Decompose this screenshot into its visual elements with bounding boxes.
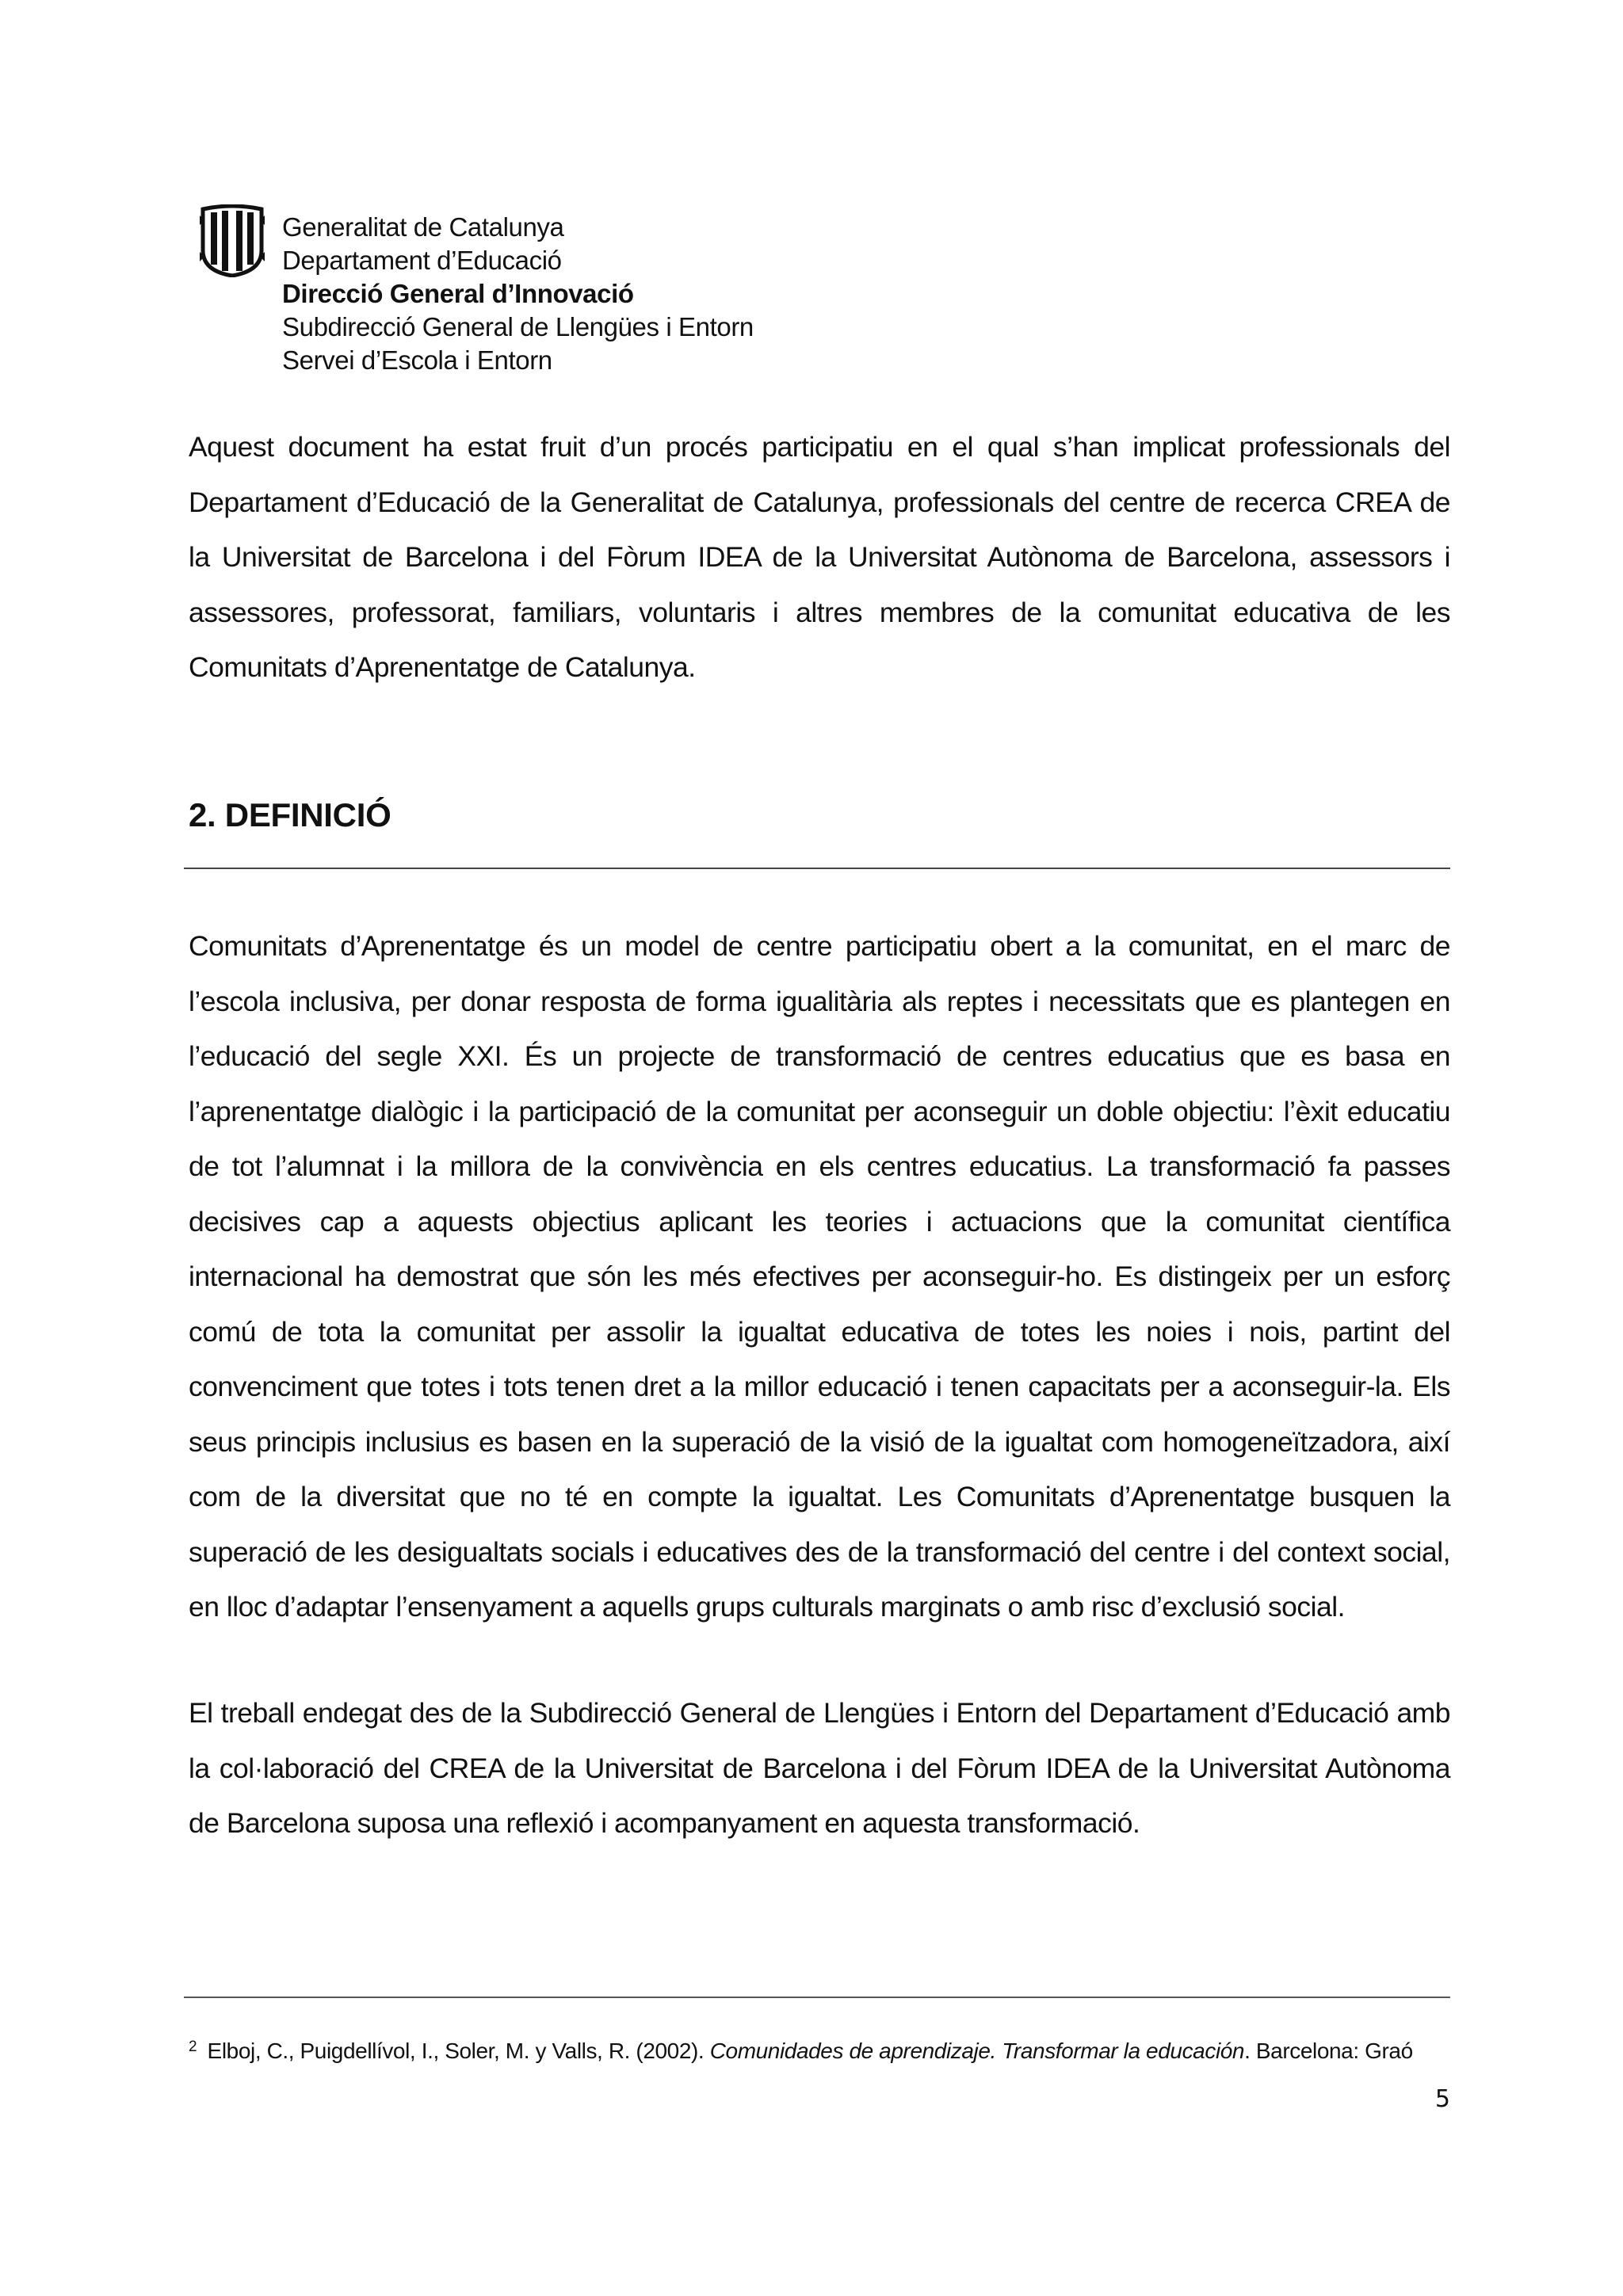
footnote bbox=[189, 2033, 1457, 2065]
work-paragraph: El treball endegat des de la Subdirecció General de Llengües i Entorn del Departament d’Educació amb la col·laboració del CREA de la Universitat de Barcelona i del Fòrum IDEA de la Universitat Autònoma de Barcelona suposa una reflexió i acompanyament en aquesta transformació. bbox=[189, 1697, 1450, 1839]
footnote-publisher: . Barcelona: Graó bbox=[1244, 2039, 1413, 2063]
org-service: Servei d’Escola i Entorn bbox=[282, 345, 552, 375]
page-number: 5 bbox=[1434, 2085, 1450, 2113]
definition-paragraph: Comunitats d’Aprenentatge és un model de centre participatiu obert a la comunitat, en el marc de l’escola inclusiva, per donar resposta de forma igualitària als reptes i necessitats que es plantegen en l’educació del segle XXI. És un projecte de transformació de centres educatius que es basa en l’aprenentatge dialògic i la participació de la comunitat per aconseguir un doble objectiu: l’èxit educatiu de tot l’alumnat i la millora de la convivència en els centres educatius. La transformació fa passes decisives cap a aquests objectius aplicant les teories i actuacions que la comunitat científica internacional ha demostrat que són les més efectives per aconseguir-ho. Es distingeix per un esforç comú de tota la comunitat per assolir la igualtat educativa de totes les noies i nois, partint del convenciment que totes i tots tenen dret a la millor educació i tenen capacitats per a aconseguir-la. Els seus principis inclusius es basen en la superació de la visió de la igualtat com homogeneïtzadora, així com de la diversitat que no té en compte la igualtat. Les Comunitats d’Aprenentatge busquen la superació de les desigualtats socials i educatives des de la transformació del centre i del context social, en lloc d’adaptar l’ensenyament a aquells grups culturals marginats o amb risc d’exclusió social. bbox=[189, 930, 1450, 1623]
footnote-divider bbox=[184, 1997, 1450, 1998]
footnote-title: Comunidades de aprendizaje. Transformar la educación bbox=[709, 2039, 1245, 2063]
org-department: Departament d’Educació bbox=[282, 246, 562, 275]
footnote-authors: Elboj, C., Puigdellívol, I., Soler, M. y Valls, R. (2002). bbox=[201, 2039, 710, 2063]
generalitat-coat-of-arms-icon bbox=[200, 204, 265, 277]
org-directorate: Direcció General d’Innovació bbox=[282, 279, 634, 308]
intro-paragraph: Aquest document ha estat fruit d’un procés participatiu en el qual s’han implicat professionals del Departament d’Educació de la Generalitat de Catalunya, professionals del centre de recerca CREA de la Universitat de Barcelona i del Fòrum IDEA de la Universitat Autònoma de Barcelona, assessors i assessores, professorat, familiars, voluntaris i altres membres de la comunitat educativa de les Comunitats d’Aprenentatge de Catalunya. bbox=[189, 431, 1450, 683]
section-title: 2. DEFINICIÓ bbox=[189, 796, 391, 833]
footnote-number: 2 bbox=[189, 2039, 197, 2055]
org-subdirectorate: Subdirecció General de Llengües i Entorn bbox=[282, 312, 754, 341]
section-divider bbox=[184, 868, 1450, 869]
org-generalitat: Generalitat de Catalunya bbox=[282, 212, 564, 242]
letterhead bbox=[200, 204, 913, 387]
organization-lines bbox=[282, 211, 754, 377]
